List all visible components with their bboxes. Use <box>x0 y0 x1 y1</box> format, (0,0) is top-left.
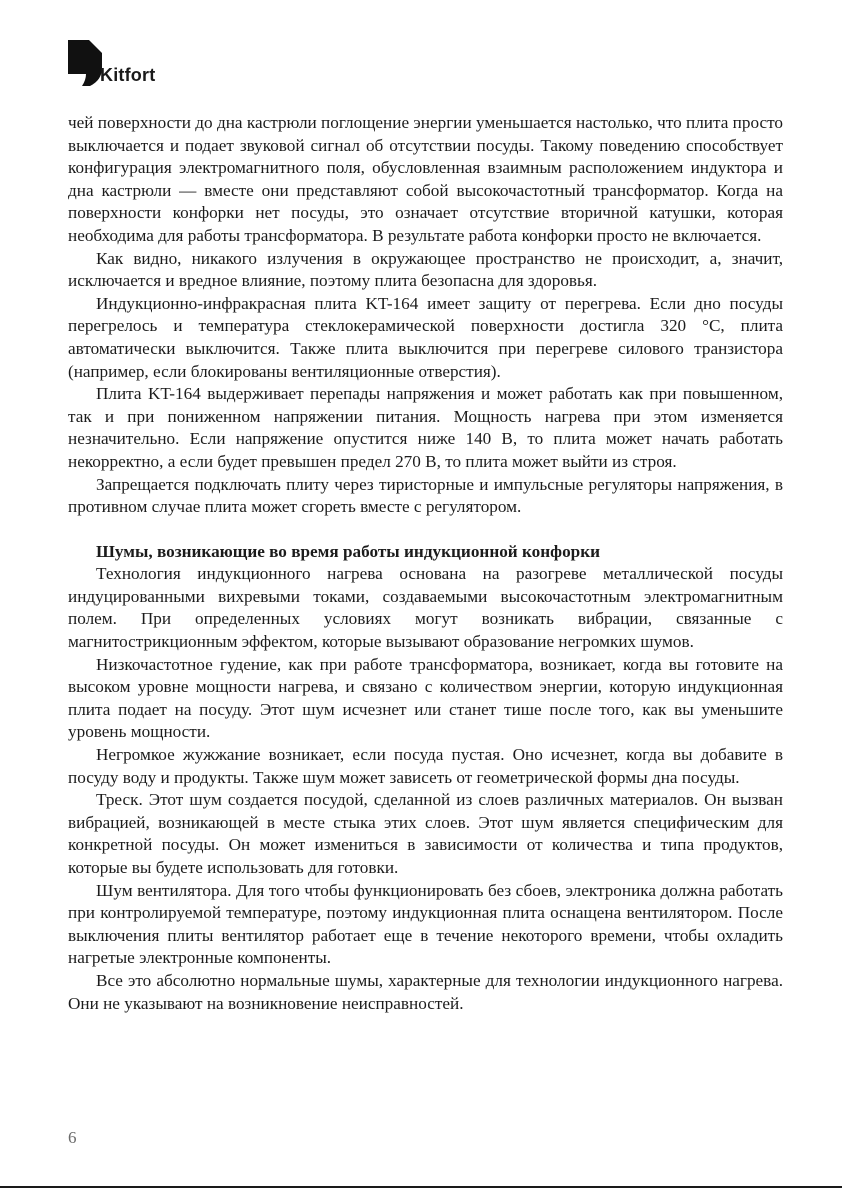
paragraph: Все это абсолютно нормальные шумы, характерные для технологии индукционного нагрева. Они не указывают на возникновение неисправностей. <box>68 970 783 1013</box>
section-heading: Шумы, возникающие во время работы индукционной конфорки <box>96 541 601 561</box>
paragraph: Запрещается подключать плиту через тиристорные и импульсные регуляторы напряжения, в противном случае плита может сгореть вместе с регулятором. <box>68 474 783 517</box>
kitfort-logo-icon <box>68 40 102 86</box>
paragraph: Треск. Этот шум создается посудой, сделанной из слоев различных материалов. Он вызван вибрацией, возникающей в месте стыка этих слоев. Этот шум является специфическим для конкретной посуды. Он может измениться в зависимости от количества и типа продуктов, которые вы будете использовать для готовки. <box>68 790 783 877</box>
paragraph: Индукционно-инфракрасная плита KT-164 имеет защиту от перегрева. Если дно посуды перегрелось и температура стеклокерамической поверхности достигла 320 °С, плита автоматически выключится. Также плита выключится при перегреве силового транзистора (например, если блокированы вентиляционные отверстия). <box>68 293 783 381</box>
paragraph: Низкочастотное гудение, как при работе трансформатора, возникает, когда вы готовите на высоком уровне мощности нагрева, и связано с количеством энергии, которую индукционная плита подает на посуду. Этот шум исчезнет или станет тише после того, как вы уменьшите уровень мощности. <box>68 654 783 742</box>
page-number: 6 <box>68 1128 77 1147</box>
paragraph: Негромкое жужжание возникает, если посуда пустая. Оно исчезнет, когда вы добавите в посуду воду и продукты. Также шум может зависеть от геометрической формы дна посуды. <box>68 745 783 787</box>
paragraph: Как видно, никакого излучения в окружающее пространство не происходит, а, значит, исключается и вредное влияние, поэтому плита безопасна для здоровья. <box>68 248 783 291</box>
paragraph: Технология индукционного нагрева основана на разогреве металлической посуды индуцированными вихревыми токами, создаваемыми высокочастотным электромагнитным полем. При определенных условиях могут возникать вибрации, связанные с магнитострикционным эффектом, которые вызывают образование негромких шумов. <box>68 564 783 652</box>
bottom-rule <box>0 1186 842 1188</box>
paragraph: чей поверхности до дна кастрюли поглощение энергии уменьшается настолько, что плита просто выключается и подает звуковой сигнал об отсутствии посуды. Такому поведению способствует конфигурация электромагнитного поля, обусловленная взаимным расположением индуктора и дна кастрюли — вместе они представляют собой высокочастотный трансформатор. Когда на поверхности конфорки нет посуды, это означает отсутствие вторичной катушки, которая необходима для работы трансформатора. В результате работа конфорки просто не включается. <box>68 113 783 245</box>
document-body <box>68 112 783 1015</box>
paragraph: Плита KT-164 выдерживает перепады напряжения и может работать как при повышенном, так и при пониженном напряжении питания. Мощность нагрева при этом изменяется незначительно. Если напряжение опустится ниже 140 В, то плита может начать работать некорректно, а если будет превышен предел 270 В, то плита может выйти из строя. <box>68 384 783 471</box>
logo-text: Kitfort <box>100 65 156 85</box>
brand-logo <box>68 40 155 86</box>
paragraph: Шум вентилятора. Для того чтобы функционировать без сбоев, электроника должна работать при контролируемой температуре, поэтому индукционная плита оснащена вентилятором. После выключения плиты вентилятор работает еще в течение некоторого времени, чтобы охладить нагретые электронные компоненты. <box>68 880 783 968</box>
